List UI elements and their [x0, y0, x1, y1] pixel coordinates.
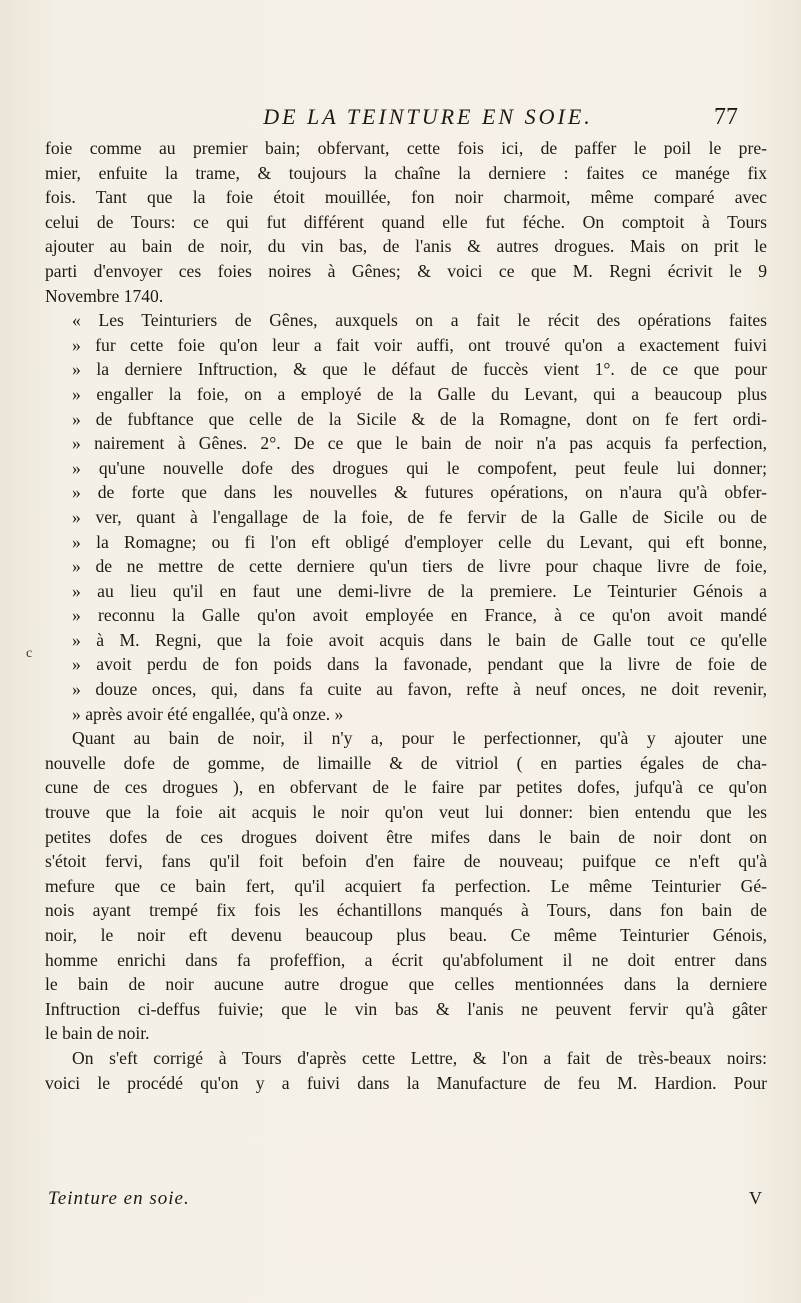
text-line: mier, enfuite la trame, & toujours la chaîne la derniere : faites ce manége fix — [45, 162, 767, 183]
text-line: » ver, quant à l'engallage de la foie, de fe fervir de la Galle de Sicile ou de — [72, 506, 767, 527]
text-line: » à M. Regni, que la foie avoit acquis dans le bain de Galle tout ce qu'elle — [72, 629, 767, 650]
text-line: nois ayant trempé fix fois les échantillons manqués à Tours, dans fon bain de — [45, 900, 767, 921]
footer-title: Teinture en soie. — [48, 1188, 190, 1209]
text-line: le bain de noir aucune autre drogue que celles mentionnées dans la derniere — [45, 974, 767, 995]
text-line: trouve que la foie ait acquis le noir qu'on veut lui donner: bien entendu que les — [45, 802, 767, 823]
text-line: foie comme au premier bain; obfervant, cette fois ici, de paffer le poil le pre- — [45, 138, 767, 158]
text-line: nouvelle dofe de gomme, de limaille & de vitriol ( en parties égales de cha- — [45, 752, 767, 773]
text-line: celui de Tours: ce qui fut différent quand elle fut féche. On comptoit à Tours — [45, 211, 767, 232]
text-line: » nairement à Gênes. 2°. De ce que le bain de noir n'a pas acquis fa perfection, — [72, 433, 767, 454]
page-number: 77 — [714, 104, 738, 130]
text-line: voici le procédé qu'on y a fuivi dans la Manufacture de feu M. Hardion. Pour — [45, 1072, 767, 1093]
text-line: « Les Teinturiers de Gênes, auxquels on a fait le récit des opérations faites — [72, 310, 767, 331]
text-line: cune de ces drogues ), en obfervant de le faire par petites dofes, jufqu'à ce qu'on — [45, 777, 767, 798]
text-line: » la Romagne; ou fi l'on eft obligé d'employer celle du Levant, qui eft bonne, — [72, 531, 767, 552]
text-line: » qu'une nouvelle dofe des drogues qui le compofent, peut feule lui donner; — [72, 457, 767, 478]
signature-mark: V — [749, 1188, 762, 1208]
text-line: homme enrichi dans fa profeffion, a écrit qu'abfolument il ne doit entrer dans — [45, 949, 767, 970]
text-line: Novembre 1740. — [45, 285, 164, 306]
text-line: » de fubftance que celle de la Sicile & de la Romagne, dont on fe fert ordi- — [72, 408, 767, 429]
text-line: » avoit perdu de fon poids dans la favonade, pendant que la livre de foie de — [72, 654, 767, 675]
text-line: » après avoir été engallée, qu'à onze. » — [72, 703, 344, 724]
text-line: Inftruction ci-deffus fuivie; que le vin bas & l'anis ne peuvent fervir qu'à gâter — [45, 998, 767, 1019]
text-line: » engaller la foie, on a employé de la Galle du Levant, qui a beaucoup plus — [72, 383, 767, 404]
text-line: » fur cette foie qu'on leur a fait voir auffi, ont trouvé qu'on a exactement fuivi — [72, 334, 767, 355]
text-line: noir, le noir eft devenu beaucoup plus beau. Ce même Teinturier Génois, — [45, 925, 767, 945]
text-line: s'étoit fervi, fans qu'il foit befoin d'en faire de nouveau; puifque ce n'eft qu'à — [45, 851, 767, 872]
text-line: » au lieu qu'il en faut une demi-livre de la premiere. Le Teinturier Génois a — [72, 580, 767, 601]
body-text — [45, 136, 767, 1095]
text-line: » reconnu la Galle qu'on avoit employée en France, à ce qu'on avoit mandé — [72, 605, 767, 626]
text-line: petites dofes de ces drogues doivent être mifes dans le bain de noir dont on — [45, 826, 767, 847]
running-title: DE LA TEINTURE EN SOIE. — [263, 104, 593, 129]
text-line: fois. Tant que la foie étoit mouillée, fon noir charmoit, même comparé avec — [45, 187, 767, 208]
text-line: parti d'envoyer ces foies noires à Gênes; & voici ce que M. Regni écrivit le 9 — [45, 260, 767, 281]
text-line: » de ne mettre de cette derniere qu'un tiers de livre pour chaque livre de foie, — [72, 556, 767, 577]
running-head — [118, 104, 738, 134]
page-footer — [48, 1188, 768, 1216]
text-line: mefure que ce bain fert, qu'il acquiert fa perfection. Le même Teinturier Gé- — [45, 875, 767, 896]
text-line: ajouter au bain de noir, du vin bas, de l'anis & autres drogues. Mais on prit le — [45, 236, 767, 257]
text-line: Quant au bain de noir, il n'y a, pour le perfectionner, qu'à y ajouter une — [72, 728, 767, 749]
margin-mark: c — [26, 646, 33, 661]
text-line: le bain de noir. — [45, 1023, 150, 1044]
text-line: » douze onces, qui, dans fa cuite au favon, refte à neuf onces, ne doit revenir, — [72, 679, 767, 700]
text-line: » la derniere Inftruction, & que le défaut de fuccès vient 1°. de ce que pour — [72, 359, 767, 380]
text-line: On s'eft corrigé à Tours d'après cette Lettre, & l'on a fait de très-beaux noirs: — [72, 1047, 767, 1068]
text-line: » de forte que dans les nouvelles & futures opérations, on n'aura qu'à obfer- — [72, 482, 767, 503]
